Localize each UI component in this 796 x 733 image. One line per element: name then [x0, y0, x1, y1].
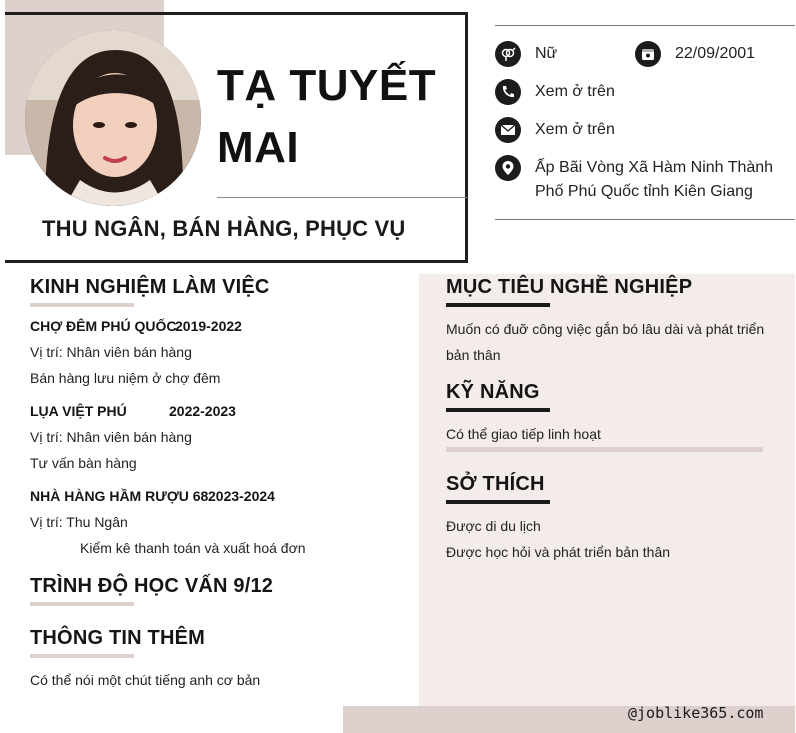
job-1-period: 2019-2022 — [175, 318, 242, 334]
job-3-position: Vị trí: Thu Ngân — [30, 514, 128, 530]
job-3-desc: Kiểm kê thanh toán và xuất hoá đơn — [80, 540, 306, 556]
gender-icon — [495, 41, 521, 67]
objective-underline — [446, 303, 550, 307]
location-icon — [495, 155, 521, 181]
address-line-1: Ấp Bãi Vòng Xã Hàm Ninh Thành — [535, 159, 774, 176]
skills-title: KỸ NĂNG — [446, 381, 540, 403]
name-line-1: TẠ TUYẾT — [217, 61, 437, 110]
address-line-2: Phố Phú Quốc tỉnh Kiên Giang — [535, 183, 753, 200]
objective-line-2: bản thân — [446, 347, 501, 363]
gender-value: Nữ — [535, 45, 558, 62]
hobby-item-1: Được di du lịch — [446, 518, 541, 534]
objective-line-1: Muốn có đuỡ công việc gắn bó lâu dài và phát triển — [446, 321, 765, 337]
more-info-underline — [30, 654, 134, 658]
education-underline — [30, 602, 134, 606]
job-2-position: Vị trí: Nhân viên bán hàng — [30, 429, 192, 445]
email-icon — [495, 117, 521, 143]
candidate-name — [217, 55, 457, 179]
objective-title: MỤC TIÊU NGHỀ NGHIỆP — [446, 276, 693, 298]
name-line-2: MAI — [217, 123, 300, 172]
job-2-period: 2022-2023 — [169, 403, 236, 419]
skills-underline — [446, 408, 550, 412]
birthday-value: 22/09/2001 — [675, 45, 756, 62]
more-info-title: THÔNG TIN THÊM — [30, 627, 206, 649]
job-1-position: Vị trí: Nhân viên bán hàng — [30, 344, 192, 360]
job-1-company: CHỢ ĐÊM PHÚ QUỐC — [30, 318, 177, 334]
job-2-desc: Tư vấn bàn hàng — [30, 455, 137, 471]
job-title: THU NGÂN, BÁN HÀNG, PHỤC VỤ — [42, 216, 406, 241]
job-3-company: NHÀ HÀNG HẦM RƯỢU 68 — [30, 488, 209, 504]
avatar — [25, 30, 201, 206]
experience-title: KINH NGHIỆM LÀM VIỆC — [30, 276, 270, 298]
phone-icon — [495, 79, 521, 105]
more-info-text: Có thể nói một chút tiếng anh cơ bản — [30, 672, 261, 688]
name-divider — [217, 197, 467, 198]
phone-value: Xem ở trên — [535, 83, 615, 100]
hobbies-title: SỞ THÍCH — [446, 473, 545, 495]
hobbies-underline — [446, 500, 550, 504]
experience-underline — [30, 303, 134, 307]
skill-item-1: Có thể giao tiếp linh hoạt — [446, 426, 601, 442]
job-3-period: 2023-2024 — [208, 488, 275, 504]
contact-divider-top — [495, 25, 795, 26]
hobby-item-2: Được học hỏi và phát triển bản thân — [446, 544, 671, 560]
email-value: Xem ở trên — [535, 121, 615, 138]
skill-bar — [446, 447, 763, 452]
job-2-company: LỤA VIỆT PHÚ — [30, 403, 127, 419]
contact-divider-bottom — [495, 219, 795, 220]
watermark: @joblike365.com — [628, 704, 764, 722]
education-title: TRÌNH ĐỘ HỌC VẤN 9/12 — [30, 575, 274, 597]
job-1-desc: Bán hàng lưu niệm ở chợ đêm — [30, 370, 221, 386]
calendar-icon — [635, 41, 661, 67]
